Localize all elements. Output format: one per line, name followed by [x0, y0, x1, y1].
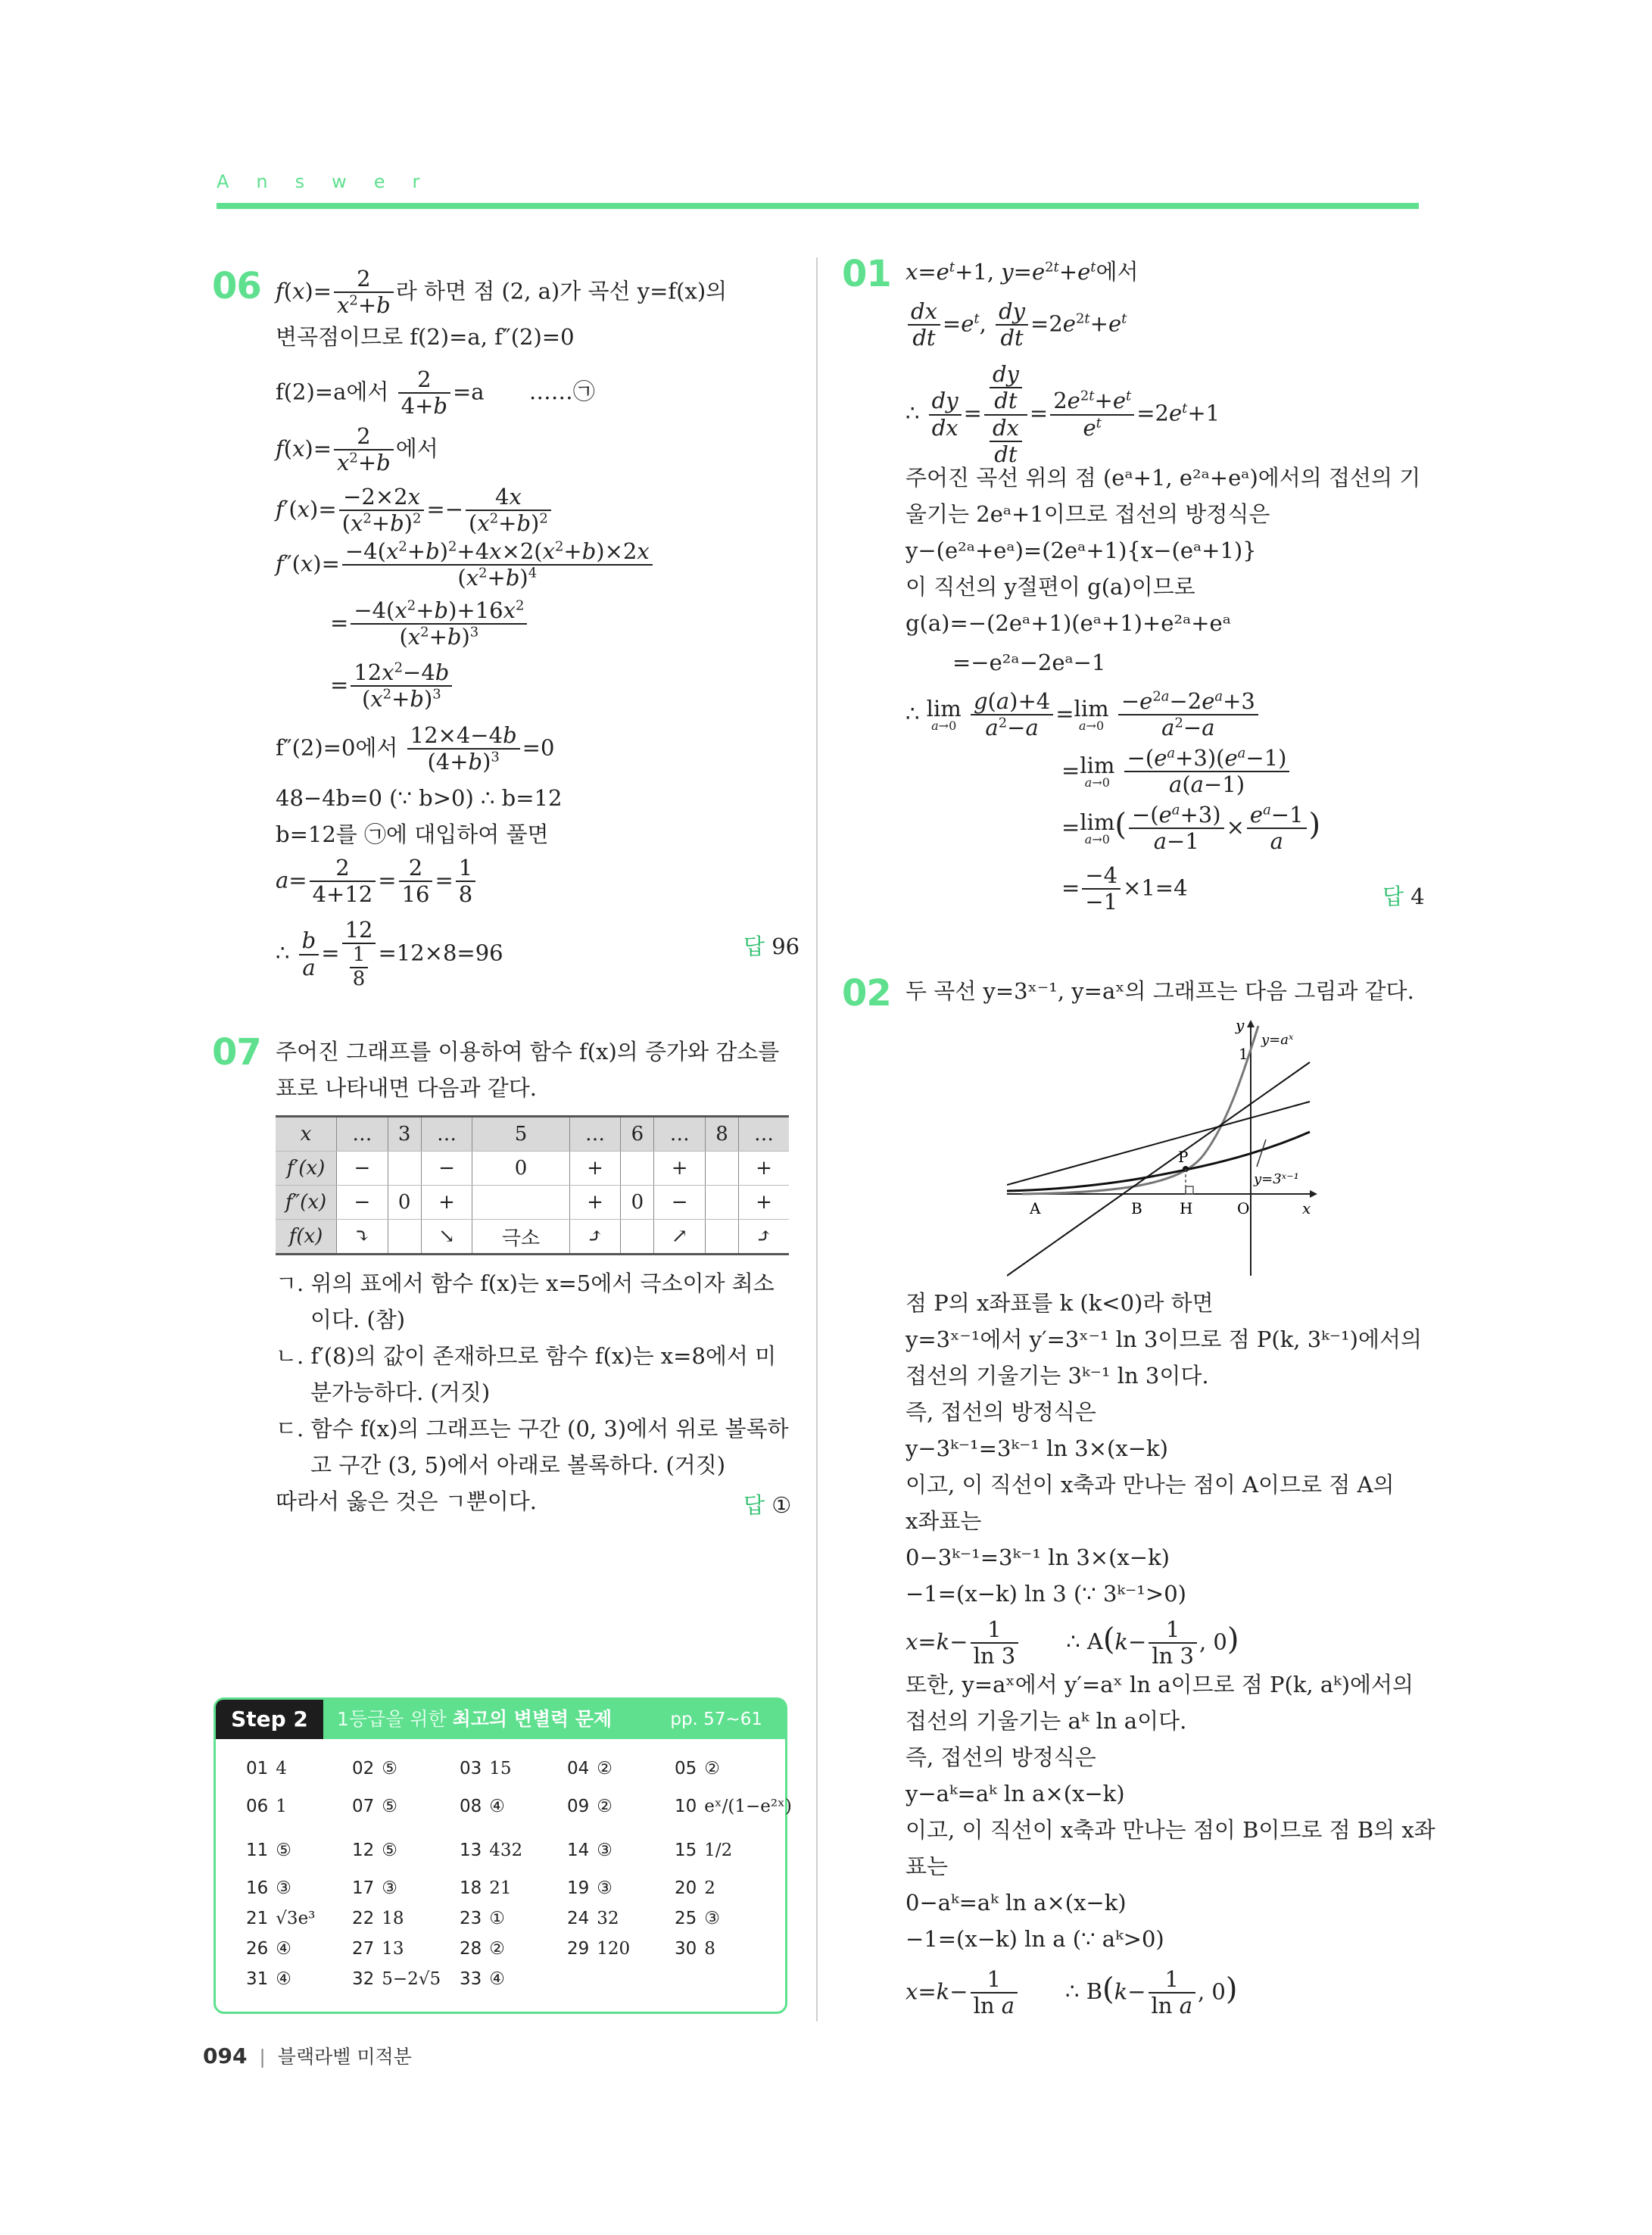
step2-answer-value: ④ — [489, 1969, 505, 1989]
p07-conclusion: 따라서 옳은 것은 ㄱ뿐이다. — [276, 1488, 538, 1514]
step2-answer-value: eˣ/(1−e²ˣ) — [704, 1797, 792, 1816]
p07-statement-3b: 고 구간 (3, 5)에서 아래로 볼록하다. (거짓) — [310, 1452, 726, 1478]
step2-answer-box — [214, 1697, 792, 2014]
p02-line-1: 두 곡선 y=3ˣ⁻¹, y=aˣ의 그래프는 다음 그림과 같다. — [905, 978, 1414, 1004]
step2-answer-item — [352, 1878, 397, 1898]
step2-answer-value: ⑤ — [382, 1797, 397, 1816]
step2-answer-item — [246, 1759, 287, 1778]
step2-answer-item — [460, 1759, 512, 1778]
graph-tangent-a — [1007, 1062, 1310, 1276]
graph-label-h: H — [1180, 1199, 1193, 1217]
graph-label-b: B — [1131, 1199, 1142, 1217]
step2-answer-item — [460, 1969, 505, 1989]
variation-table-cell: 극소 — [472, 1220, 569, 1255]
column-divider — [816, 257, 818, 2021]
step2-answer-number: 12 — [352, 1841, 375, 1860]
step2-answer-number: 25 — [675, 1909, 697, 1928]
step2-answer-item — [567, 1909, 619, 1928]
step2-answer-item — [246, 1969, 291, 1989]
step2-answer-item — [675, 1759, 720, 1778]
p06-line-3-b: =a — [452, 379, 485, 405]
p01-line-1: $x=e^t+1$, $y=e^{2t}+e^t$에서 — [905, 259, 1139, 285]
step2-answer-value: ② — [489, 1939, 505, 1959]
graph-label-ya: y=aˣ — [1261, 1032, 1294, 1048]
step2-answer-item — [567, 1939, 630, 1959]
step2-answer-item — [246, 1797, 287, 1816]
step2-answer-number: 11 — [246, 1841, 269, 1860]
p01-line-6: y−(e²ᵃ+eᵃ)=(2eᵃ+1){x−(eᵃ+1)} — [905, 538, 1257, 563]
p01-line-9: =−e²ᵃ−2eᵃ−1 — [952, 650, 1106, 675]
variation-table-cell — [706, 1152, 739, 1186]
graph-right-angle — [1186, 1186, 1193, 1194]
step2-answer-item — [567, 1878, 612, 1898]
step2-answer-value: 32 — [597, 1909, 619, 1928]
p02-body-3: 접선의 기울기는 3ᵏ⁻¹ ln 3이다. — [905, 1363, 1209, 1389]
variation-table-cell: ⤴ — [569, 1220, 621, 1255]
p02-body-10: x=k− $\frac{1}{\ln 3}$ ∴ A(k− $\frac{1}{\ln 3}$ , 0) — [905, 1616, 1239, 1669]
step2-answer-number: 32 — [352, 1969, 375, 1989]
step2-answer-item — [352, 1797, 397, 1816]
p01-line-1-text: 에서 — [1096, 259, 1139, 285]
p02-body-1: 점 P의 x좌표를 k (k<0)라 하면 — [905, 1290, 1214, 1316]
variation-table-cell: + — [569, 1186, 621, 1220]
step2-answer-number: 19 — [567, 1878, 590, 1898]
p02-graph — [1007, 1018, 1317, 1283]
step2-answer-number: 29 — [567, 1939, 590, 1959]
variation-table-row — [276, 1152, 789, 1186]
variation-table-cell: − — [421, 1152, 472, 1186]
p07-answer — [743, 1488, 791, 1520]
p01-answer-value: 4 — [1410, 884, 1425, 909]
variation-table-cell: + — [569, 1152, 621, 1186]
step2-answer-value: ① — [489, 1909, 505, 1928]
p02-body-17: 0−aᵏ=aᵏ ln a×(x−k) — [905, 1890, 1127, 1915]
step2-answer-value: 21 — [489, 1878, 512, 1898]
step2-answer-value: 4 — [276, 1759, 287, 1778]
p06-line-10: 48−4b=0 (∵ b>0) ∴ b=12 — [276, 785, 563, 811]
step2-answer-item — [675, 1939, 715, 1959]
variation-table-cell: + — [421, 1186, 472, 1220]
step2-answer-item — [567, 1797, 612, 1816]
p01-answer — [1382, 880, 1425, 911]
variation-table-header-cell: f″(x) — [276, 1186, 337, 1220]
p02-body-15: 이고, 이 직선이 x축과 만나는 점이 B이므로 점 B의 x좌 — [905, 1817, 1435, 1843]
step2-answer-number: 27 — [352, 1939, 375, 1959]
step2-answer-value: 1 — [276, 1797, 287, 1816]
step2-answer-item — [352, 1939, 404, 1959]
step2-answer-number: 03 — [460, 1759, 482, 1778]
variation-table-cell: … — [421, 1117, 472, 1152]
variation-table-cell — [621, 1152, 654, 1186]
graph-label-one: 1 — [1239, 1045, 1248, 1063]
p06-line-3: f(2)=a에서 $\frac{2}{4+b}$ =a ……㉠ — [276, 366, 595, 419]
step2-answer-item — [352, 1909, 404, 1928]
p02-body-9: −1=(x−k) ln 3 (∵ 3ᵏ⁻¹>0) — [905, 1581, 1186, 1607]
step2-answer-value: ③ — [276, 1878, 291, 1898]
p02-body-18: −1=(x−k) ln a (∵ aᵏ>0) — [905, 1926, 1164, 1952]
step2-title — [337, 1700, 612, 1739]
step2-header — [216, 1700, 785, 1739]
step2-title-plain: 1등급을 위한 — [337, 1708, 453, 1730]
graph-label-y3: y=3ˣ⁻¹ — [1254, 1171, 1299, 1187]
p06-line-6: f″(x)= $\frac{-4(x^2+b)^2+4x\times 2(x^2+b)\times 2x}{(x^2+b)^4}$ — [276, 539, 655, 591]
page-number: 094 — [203, 2043, 248, 2068]
p01-answer-label: 답 — [1382, 884, 1404, 909]
step2-answer-value: 18 — [382, 1909, 404, 1928]
step2-answer-item — [246, 1939, 291, 1959]
graph-x-arrow — [1310, 1190, 1317, 1198]
step2-answer-value: 120 — [597, 1939, 631, 1959]
graph-label-o: O — [1237, 1199, 1250, 1217]
step2-answer-value: 8 — [704, 1939, 715, 1959]
p06-answer — [743, 930, 800, 961]
header-answer-label: Answer — [217, 171, 447, 192]
step2-answer-item — [460, 1797, 505, 1816]
step2-answer-item — [460, 1939, 505, 1959]
step2-answer-number: 21 — [246, 1909, 269, 1928]
problem-number-07: 07 — [212, 1031, 261, 1074]
p06-line-13: ∴ $\frac{b}{a}$ = $\frac{12}{\frac{1}{8}}$ =12×8=96 — [276, 917, 503, 991]
step2-answer-value: 5−2√5 — [382, 1969, 441, 1989]
p07-line-2: 표로 나타내면 다음과 같다. — [276, 1075, 538, 1101]
step2-answer-item — [246, 1841, 291, 1860]
p02-body-8: 0−3ᵏ⁻¹=3ᵏ⁻¹ ln 3×(x−k) — [905, 1545, 1170, 1570]
step2-answer-number: 30 — [675, 1939, 697, 1959]
variation-table-row — [276, 1220, 789, 1255]
variation-table-cell: 0 — [388, 1186, 421, 1220]
step2-answer-item — [352, 1969, 441, 1989]
step2-answer-value: ② — [704, 1759, 720, 1778]
p01-line-10: ∴ lim a→0 $\frac{g(a)+4}{a^2-a}$ = lim a→0 $\frac{-e^{2a}-2e^a+3}{a^2-a}$ — [905, 689, 1261, 741]
p06-line-3-a: f(2)=a에서 — [276, 379, 389, 405]
variation-table-cell — [388, 1220, 421, 1255]
variation-table-cell: − — [337, 1186, 388, 1220]
p06-line-1: f(x)= $\frac{2}{x^2+b}$ 라 하면 점 (2, a)가 곡선 y=f(x)의 — [276, 266, 728, 319]
variation-table-cell: … — [337, 1117, 388, 1152]
step2-answer-value: ⑤ — [382, 1759, 397, 1778]
p01-line-7: 이 직선의 y절편이 g(a)이므로 — [905, 574, 1195, 600]
step2-answer-value: 432 — [489, 1841, 523, 1860]
p07-statement-3: ㄷ. 함수 f(x)의 그래프는 구간 (0, 3)에서 위로 볼록하 — [276, 1416, 789, 1442]
p06-line-9: f″(2)=0에서 $\frac{12\times 4-4b}{(4+b)^3}$ =0 — [276, 722, 555, 775]
step2-answer-number: 09 — [567, 1797, 590, 1816]
p02-body-6: 이고, 이 직선이 x축과 만나는 점이 A이므로 점 A의 — [905, 1472, 1395, 1498]
step2-answer-number: 08 — [460, 1797, 482, 1816]
p06-line-4: f(x)= $\frac{2}{x^2+b}$ 에서 — [276, 423, 438, 476]
p01-line-4: 주어진 곡선 위의 점 (eᵃ+1, e²ᵃ+eᵃ)에서의 접선의 기 — [905, 465, 1421, 491]
step2-answer-item — [460, 1841, 522, 1860]
p06-line-1-text: 라 하면 점 (2, a)가 곡선 y=f(x)의 — [395, 278, 728, 304]
variation-table-cell: + — [739, 1186, 790, 1220]
step2-answer-number: 14 — [567, 1841, 590, 1860]
graph-label-x: x — [1302, 1199, 1311, 1217]
p02-body-12: 접선의 기울기는 aᵏ ln a이다. — [905, 1708, 1187, 1734]
variation-table-cell — [706, 1220, 739, 1255]
p01-line-11: = lim a→0 $\frac{-(e^a+3)(e^a-1)}{a(a-1)}$ — [1061, 746, 1292, 798]
step2-answer-number: 10 — [675, 1797, 697, 1816]
step2-answer-value: ③ — [597, 1841, 612, 1860]
step2-answer-value: ④ — [276, 1969, 291, 1989]
p07-answer-value: ① — [771, 1492, 792, 1518]
p01-line-13: = $\frac{-4}{-1}$ ×1=4 — [1061, 862, 1188, 915]
p02-body-14: y−aᵏ=aᵏ ln a×(x−k) — [905, 1781, 1125, 1806]
step2-answer-item — [675, 1909, 720, 1928]
variation-table-cell: ↘ — [421, 1220, 472, 1255]
step2-pages: pp. 57~61 — [670, 1710, 762, 1729]
p01-line-2: $\frac{dx}{dt}$ $=e^t$, $\frac{dy}{dt}$ $=2e^{2t}+e^t$ — [905, 299, 1127, 351]
variation-table-cell: ⤴ — [739, 1220, 790, 1255]
step2-answer-number: 16 — [246, 1878, 269, 1898]
graph-label-p: P — [1178, 1148, 1189, 1166]
step2-answer-value: 13 — [382, 1939, 404, 1959]
step2-answer-item — [675, 1878, 715, 1898]
p06-line-5: f′(x)= $\frac{-2\times 2x}{(x^2+b)^2}$ =− $\frac{4x}{(x^2+b)^2}$ — [276, 485, 553, 537]
p06-line-9-a: f″(2)=0에서 — [276, 734, 398, 761]
p06-line-8: = $\frac{12x^2-4b}{(x^2+b)^3}$ — [330, 660, 454, 712]
variation-table-cell: 8 — [706, 1117, 739, 1152]
p07-statement-1: ㄱ. 위의 표에서 함수 f(x)는 x=5에서 극소이자 최소 — [276, 1270, 775, 1296]
step2-answer-number: 07 — [352, 1797, 375, 1816]
graph-label-y: y — [1236, 1018, 1245, 1034]
step2-answer-value: ⑤ — [276, 1841, 291, 1860]
step2-answer-number: 20 — [675, 1878, 697, 1898]
variation-table-cell: + — [654, 1152, 706, 1186]
step2-answer-value: ② — [597, 1759, 612, 1778]
variation-table-header-cell: f(x) — [276, 1220, 337, 1255]
variation-table-cell: 6 — [621, 1117, 654, 1152]
variation-table-header-cell: x — [276, 1117, 337, 1152]
variation-table-cell: … — [739, 1117, 790, 1152]
variation-table-row — [276, 1186, 789, 1220]
variation-table-cell: 0 — [621, 1186, 654, 1220]
step2-answer-number: 31 — [246, 1969, 269, 1989]
step2-answer-item — [567, 1841, 612, 1860]
problem-number-06: 06 — [212, 265, 261, 307]
problem-number-02: 02 — [842, 972, 891, 1015]
step2-answer-value: ③ — [597, 1878, 612, 1898]
variation-table-cell: + — [739, 1152, 790, 1186]
p06-line-4-b: 에서 — [395, 435, 438, 462]
variation-table-cell: 3 — [388, 1117, 421, 1152]
step2-answer-item — [675, 1841, 732, 1860]
step2-answer-item — [352, 1759, 397, 1778]
p06-line-11: b=12를 ㉠에 대입하여 풀면 — [276, 821, 549, 847]
step2-answer-number: 26 — [246, 1939, 269, 1959]
p06-line-7: = $\frac{-4(x^2+b)+16x^2}{(x^2+b)^3}$ — [330, 598, 529, 650]
p01-line-12: = lim a→0 ( $\frac{-(e^a+3)}{a-1}$ × $\frac{e^a-1}{a}$ ) — [1061, 802, 1321, 855]
variation-table-cell: 5 — [472, 1117, 569, 1152]
step2-answer-item — [460, 1878, 512, 1898]
p01-line-8: g(a)=−(2eᵃ+1)(eᵃ+1)+e²ᵃ+eᵃ — [905, 610, 1231, 636]
variation-table-cell: … — [654, 1117, 706, 1152]
step2-answer-item — [246, 1909, 315, 1928]
p06-answer-value: 96 — [771, 934, 800, 959]
step2-answer-item — [675, 1797, 792, 1816]
p02-body-11: 또한, y=aˣ에서 y′=aˣ ln a이므로 점 P(k, aᵏ)에서의 — [905, 1672, 1414, 1697]
variation-table-cell — [621, 1220, 654, 1255]
p07-statement-2: ㄴ. f′(8)의 값이 존재하므로 함수 f(x)는 x=8에서 미 — [276, 1343, 777, 1369]
step2-title-bold: 최고의 변별력 문제 — [452, 1708, 612, 1730]
p02-body-19: x=k− $\frac{1}{\text{ln a}}$ ∴ B(k− $\frac{1}{\text{ln a}}$ , 0) — [905, 1966, 1238, 2019]
step2-answer-number: 04 — [567, 1759, 590, 1778]
graph-y-arrow — [1247, 1020, 1255, 1027]
p07-statement-2b: 분가능하다. (거짓) — [310, 1379, 491, 1405]
p01-line-5: 울기는 2eᵃ+1이므로 접선의 방정식은 — [905, 501, 1270, 527]
header-rule — [217, 203, 1419, 209]
variation-table-cell: ⤵ — [337, 1220, 388, 1255]
variation-table-header-cell: f′(x) — [276, 1152, 337, 1186]
page-footer: 094 | 블랙라벨 미적분 — [203, 2043, 412, 2068]
variation-table-cell: − — [337, 1152, 388, 1186]
step2-answer-number: 05 — [675, 1759, 697, 1778]
p06-answer-label: 답 — [743, 934, 765, 959]
step2-answer-value: ④ — [489, 1797, 505, 1816]
p02-body-4: 즉, 접선의 방정식은 — [905, 1399, 1096, 1425]
problem-number-01: 01 — [842, 253, 891, 295]
step2-answer-value: ④ — [276, 1939, 291, 1959]
step2-badge: Step 2 — [216, 1700, 323, 1739]
step2-answer-number: 24 — [567, 1909, 590, 1928]
step2-answer-value: 1/2 — [704, 1841, 733, 1860]
step2-answer-value: √3e³ — [276, 1909, 316, 1928]
graph-label-a: A — [1030, 1199, 1041, 1217]
step2-answer-item — [567, 1759, 612, 1778]
p02-body-2: y=3ˣ⁻¹에서 y′=3ˣ⁻¹ ln 3이므로 점 P(k, 3ᵏ⁻¹)에서의 — [905, 1326, 1423, 1352]
p02-body-13: 즉, 접선의 방정식은 — [905, 1744, 1096, 1770]
p07-line-1: 주어진 그래프를 이용하여 함수 f(x)의 증가와 감소를 — [276, 1039, 780, 1065]
variation-table-cell — [472, 1186, 569, 1220]
step2-answer-item — [352, 1841, 397, 1860]
step2-answer-value: ③ — [704, 1909, 720, 1928]
variation-table-cell — [388, 1152, 421, 1186]
step2-answer-value: ③ — [382, 1878, 397, 1898]
p06-line-3-c: ……㉠ — [528, 379, 595, 405]
graph-curve-a — [1022, 1026, 1258, 1194]
graph-label-pointer — [1257, 1139, 1266, 1167]
book-title: 블랙라벨 미적분 — [277, 2046, 412, 2068]
step2-answer-number: 22 — [352, 1909, 375, 1928]
step2-answer-number: 06 — [246, 1797, 269, 1816]
variation-table-cell: … — [569, 1117, 621, 1152]
step2-answer-value: ② — [597, 1797, 612, 1816]
step2-answer-number: 17 — [352, 1878, 375, 1898]
p02-body-5: y−3ᵏ⁻¹=3ᵏ⁻¹ ln 3×(x−k) — [905, 1435, 1168, 1461]
p02-body-7: x좌표는 — [905, 1508, 982, 1534]
step2-answer-item — [460, 1909, 505, 1928]
p06-line-12: a= $\frac{2}{4+12}$ = $\frac{2}{16}$ = $\frac{1}{8}$ — [276, 856, 478, 908]
step2-answer-value: ⑤ — [382, 1841, 397, 1860]
variation-table-cell: 0 — [472, 1152, 569, 1186]
step2-answer-number: 01 — [246, 1759, 269, 1778]
p02-body-16: 표는 — [905, 1853, 949, 1879]
step2-answer-value: 15 — [489, 1759, 512, 1778]
p07-answer-label: 답 — [743, 1492, 765, 1518]
variation-table-cell: − — [654, 1186, 706, 1220]
step2-answer-number: 28 — [460, 1939, 482, 1959]
step2-answer-number: 15 — [675, 1841, 697, 1860]
step2-answer-number: 23 — [460, 1909, 482, 1928]
step2-answer-number: 02 — [352, 1759, 375, 1778]
step2-answer-number: 18 — [460, 1878, 482, 1898]
step2-answer-item — [246, 1878, 291, 1898]
variation-table — [276, 1115, 789, 1255]
p01-line-3: ∴ $\frac{dy}{dx}$ = $\frac{\frac{dy}{dt}}{\frac{dx}{dt}}$ = $\frac{2e^{2t}+e^t}{e^t}$ $=2e^t+1$ — [905, 361, 1220, 468]
variation-table-row — [276, 1117, 789, 1152]
step2-answer-value: 2 — [704, 1878, 715, 1898]
step2-answer-number: 13 — [460, 1841, 482, 1860]
p07-statement-1b: 이다. (참) — [310, 1307, 406, 1333]
p06-line-2: 변곡점이므로 f(2)=a, f″(2)=0 — [276, 324, 575, 350]
step2-answer-number: 33 — [460, 1969, 482, 1989]
variation-table-cell — [706, 1186, 739, 1220]
variation-table-cell: ↗ — [654, 1220, 706, 1255]
